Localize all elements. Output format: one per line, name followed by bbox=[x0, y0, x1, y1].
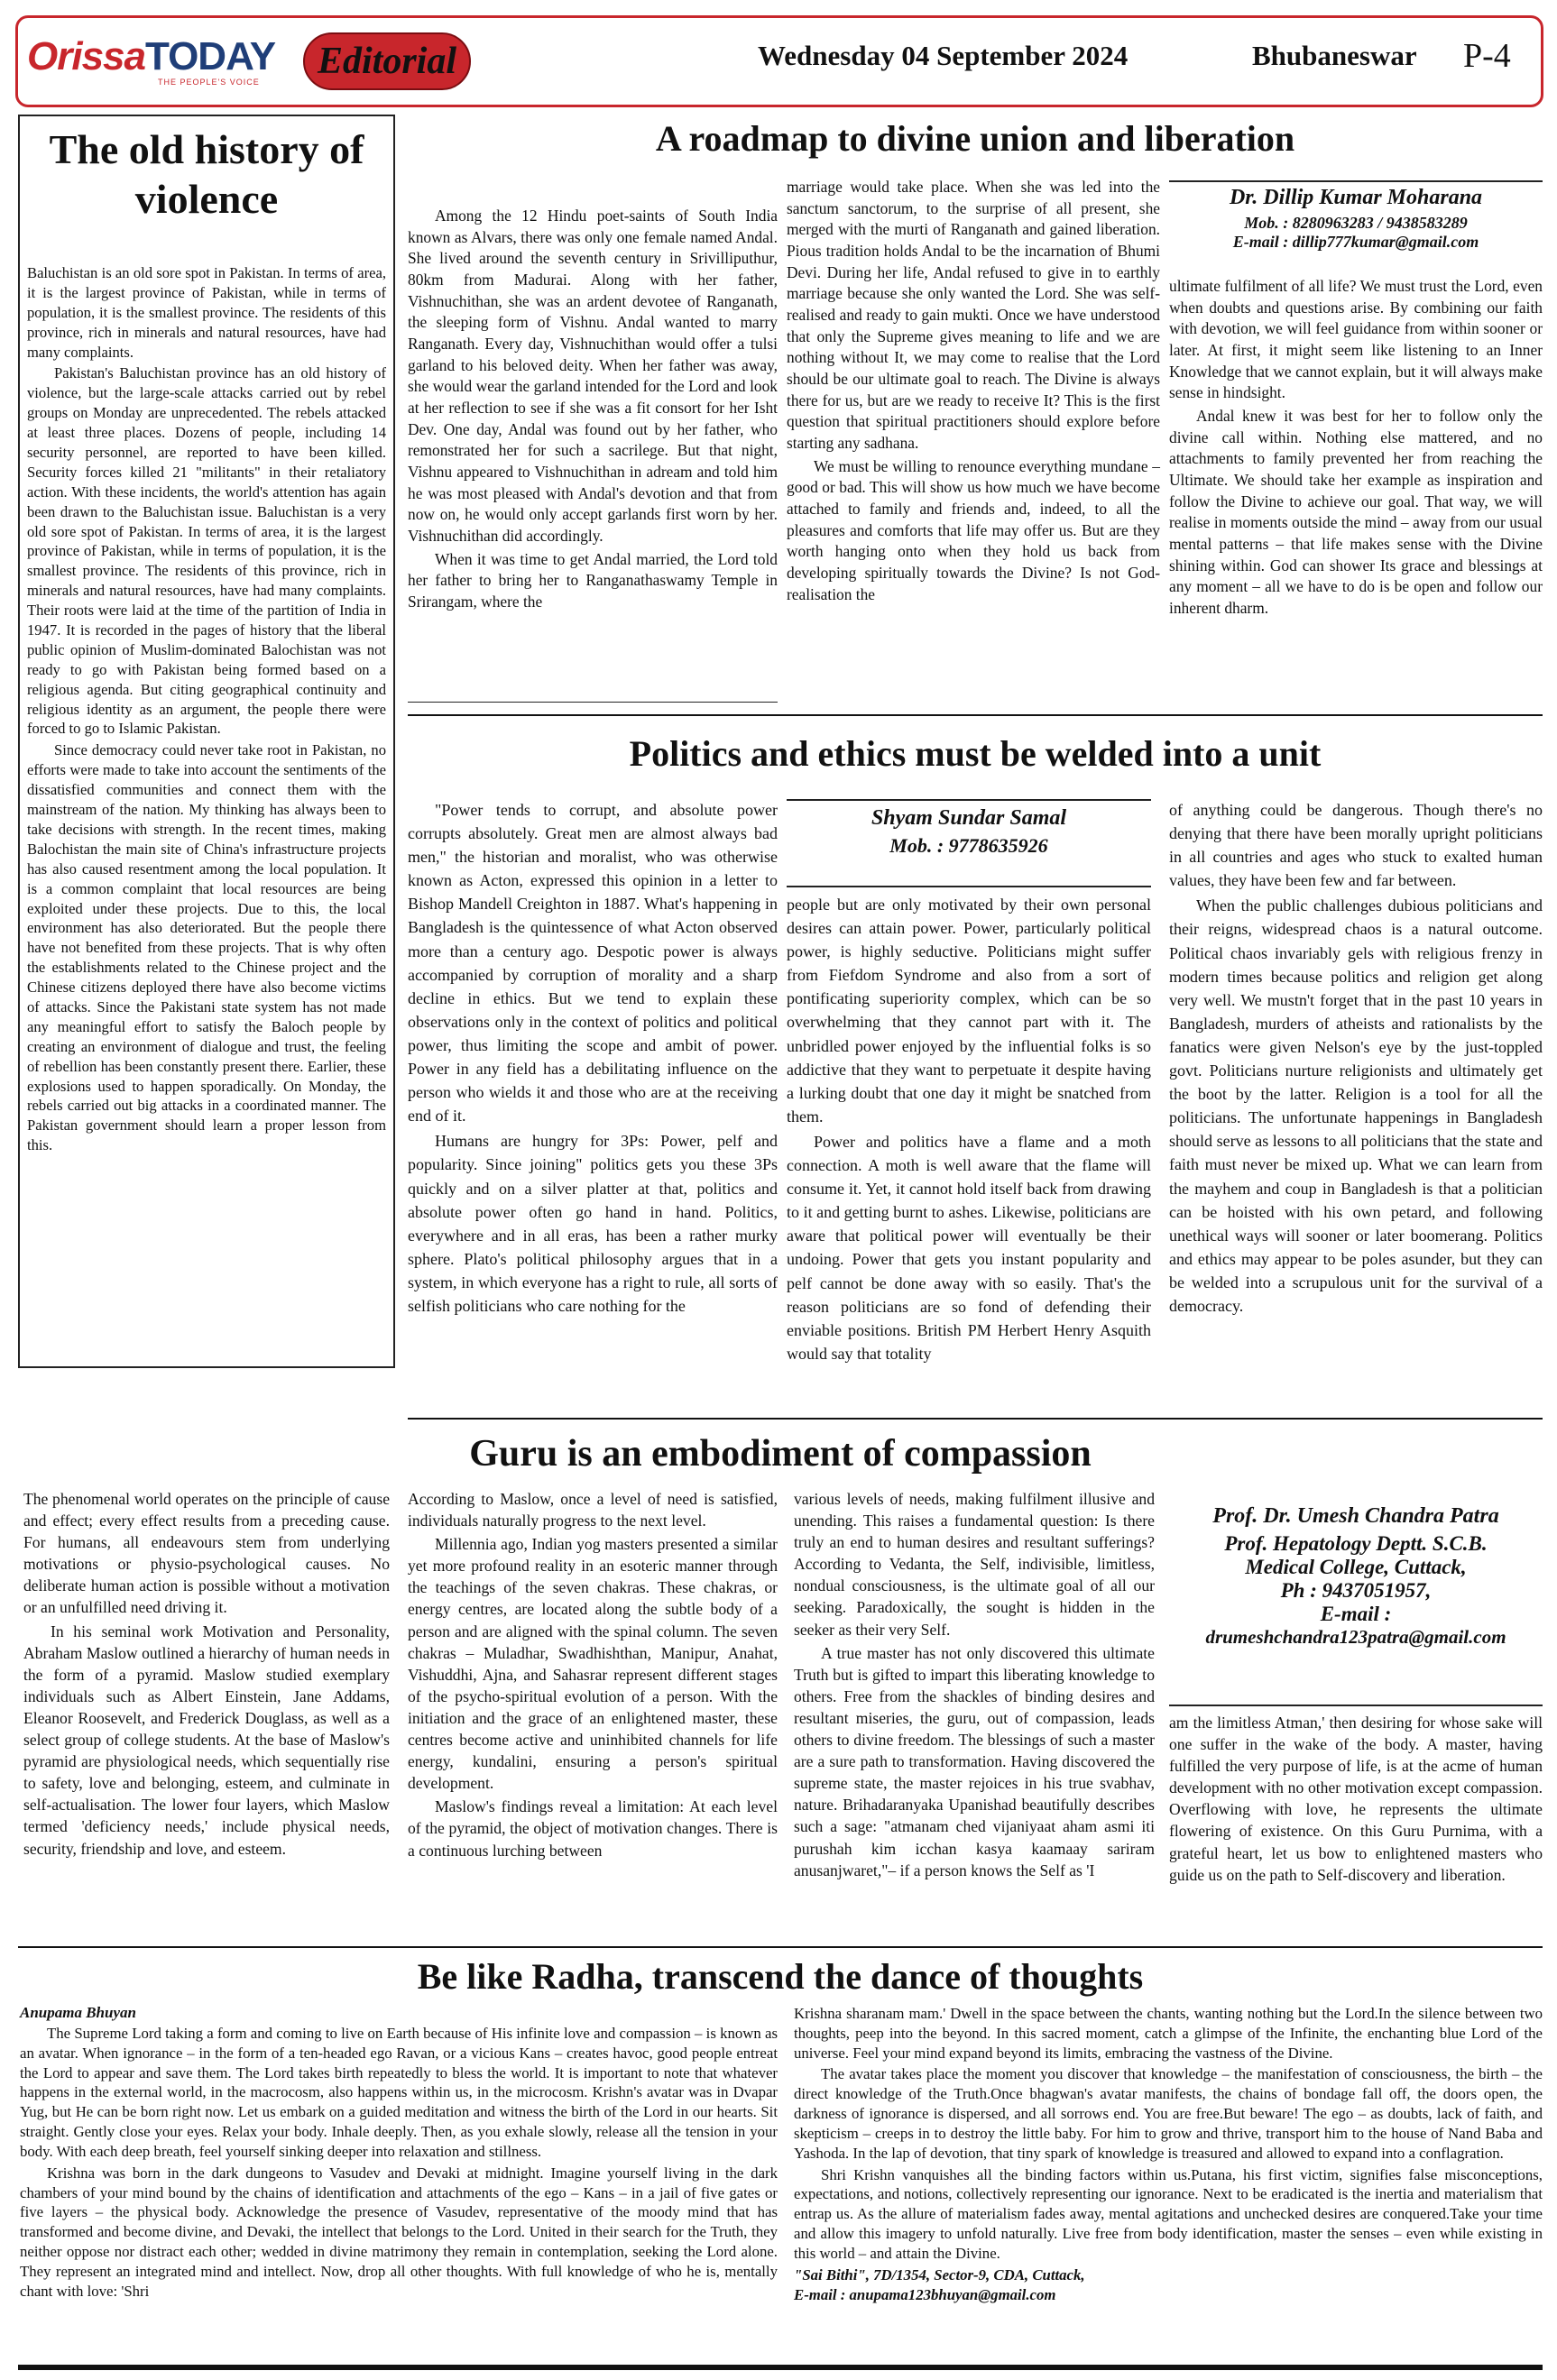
headline-divine-union: A roadmap to divine union and liberation bbox=[655, 118, 1295, 159]
paragraph: marriage would take place. When she was led into the sanctum sanctorum, to the surprise of all present, she merged with the murti of Ranganath and gained liberation. Pious tradition holds Andal to be the incarnation of Bhumi Devi. During her life, Andal refused to give in to earthly marriage because she only wanted the Lord. She was self-realised and ready to gain mukti. Once we have understood that only the Supreme gives meaning to life and we are nothing without It, we may come to realise that the Lord should be our ultimate goal to reach. The Divine is always there for us, but are we ready to receive It? This is the first question that spiritual practitioners should explore before starting any sadhana. bbox=[787, 178, 1160, 453]
paragraph: Andal knew it was best for her to follow only the divine call within. Nothing else mattered, and no attachments to family prevented her from reaching the Ultimate. We should take her example as inspiration and follow the Divine to achieve our goal. That way, we will realise in moments outside the mind – away from our usual mental patterns – that life makes sense with the Divine shining within. God can shower Its grace and blessings at any moment – all we have to do is be open and follow our inherent dharm. bbox=[1169, 407, 1543, 618]
paragraph: The Supreme Lord taking a form and coming to live on Earth because of His infinite love and compassion – is known as an avatar. When ignorance – in the form of a ten-headed ego Ravan, or a vicious Kans – creates havoc, good people entreat the Lord to appear and save them. The Lord takes birth repeatedly to bless the world. It is important to note that whatever happens in the external world, in the macrocosm, also happens within us, in the microcosm. Krishn's avatar was in Dvapar Yug, but He can be born right now. Let us embark on a guided meditation and witness the birth of the Lord in our hearts. Sit straight. Gently close your eyes. Relax your body. Inhale deeply. Then, as you exhale slowly, release all the tension in your body. With each deep breath, feel yourself sinking deeper into relaxation and stillness. bbox=[20, 2025, 778, 2160]
paragraph: Baluchistan is an old sore spot in Pakistan. In terms of area, it is the largest province of Pakistan, while in terms of population, it is the smallest province. The residents of this province, rich in minerals and natural resources, have had many complaints. bbox=[27, 264, 386, 361]
page-number: P-4 bbox=[1463, 37, 1511, 75]
byline-rule bbox=[787, 799, 1151, 801]
paragraph: We must be willing to renounce everything mundane – good or bad. This will show us how much we have become attached to family and friends and, indeed, to all the pleasures and comforts that life may offer us. But are they worth hanging onto when they hold us back from developing spiritually towards the Divine? Is not God-realisation the bbox=[787, 456, 1160, 603]
author-name: Dr. Dillip Kumar Moharana bbox=[1229, 186, 1483, 209]
headline-politics-ethics: Politics and ethics must be welded into a unit bbox=[629, 733, 1322, 774]
column-rule bbox=[408, 702, 778, 703]
article-col-divine-3 bbox=[1169, 276, 1543, 621]
byline-rule bbox=[787, 886, 1151, 887]
article-col-radha-1 bbox=[20, 2024, 778, 2303]
paragraph: various levels of needs, making fulfilment illusive and unending. This raises a fundamental question: Is there truly an end to human desires and resultant sufferings? According to Vedanta, the Self, indivisible, limitless, nondual consciousness, is the ultimate goal of all our seeking. Paradoxically, the sought is hidden in the seeker as their very Self. bbox=[794, 1490, 1155, 1639]
author-email: E-mail : dillip777kumar@gmail.com bbox=[1232, 233, 1479, 251]
author-mobile: Mob. : 9778635926 bbox=[889, 834, 1048, 857]
headline-radha: Be like Radha, transcend the dance of thoughts bbox=[417, 1956, 1144, 1997]
section-divider bbox=[408, 714, 1543, 716]
headline-guru: Guru is an embodiment of compassion bbox=[469, 1433, 1092, 1475]
article-col-guru-4 bbox=[1169, 1712, 1543, 1888]
paragraph: When it was time to get Andal married, the Lord told her father to bring her to Ranganathaswamy Temple in Srirangam, where the bbox=[408, 549, 778, 611]
paragraph: people but are only motivated by their own personal desires can attain power. Power, particularly political power, is highly seductive. Politicians might suffer from Fiefdom Syndrome and also from a sort of pontificating superiority complex, which can be so overwhelming that they cannot part with it. The unbridled power enjoyed by the influential folks is so addictive that they want to perpetuate it despite having a lurking doubt that one day it might be snatched from them. bbox=[787, 896, 1151, 1126]
paragraph: am the limitless Atman,' then desiring for whose sake will one suffer in the wake of the body. A master, having fulfilled the very purpose of life, is at the acme of human development with no other motivation except compassion. Overflowing with love, he represents the ultimate flowering of existence. On this Guru Purnima, with a grateful heart, let us bow to enlightened masters who guide us on the path to Self-discovery and liberation. bbox=[1169, 1714, 1543, 1884]
logo-tagline: THE PEOPLE'S VOICE bbox=[158, 78, 260, 87]
author-department: Prof. Hepatology Deptt. S.C.B. bbox=[1224, 1532, 1488, 1555]
author-email-label: E-mail : bbox=[1320, 1603, 1392, 1625]
author-byline-politics bbox=[787, 806, 1151, 858]
paragraph: Maslow's findings reveal a limitation: At each level of the pyramid, the object of motivation changes. There is a continuous lurching between bbox=[408, 1797, 778, 1860]
paragraph: According to Maslow, once a level of need is satisfied, individuals naturally progress to the next level. bbox=[408, 1490, 778, 1530]
article-col-politics-3 bbox=[1169, 798, 1543, 1319]
author-address: "Sai Bithi", 7D/1354, Sector-9, CDA, Cuttack, bbox=[794, 2265, 1085, 2284]
paragraph: Shri Krishn vanquishes all the binding factors within us.Putana, his first victim, signifies false misconceptions, expectations, and notions, collectively representing our ignorance. Next to be eradicated is the inertia and materialism that entrap us. As the allure of materialism fades away, mental agitations and unchecked desires are conquered.Take your time and allow this imagery to unfold naturally. Live free from body identification, master the senses – even while existing in this world – and attain the Divine. bbox=[794, 2165, 1543, 2262]
author-email: E-mail : anupama123bhuyan@gmail.com bbox=[794, 2285, 1056, 2303]
page-bottom-rule bbox=[18, 2365, 1543, 2370]
paragraph: ultimate fulfilment of all life? We must trust the Lord, even when doubts and questions arise. By combining our faith with devotion, we will feel guidance from within sooner or later. At first, it might seem like listening to an Inner Knowledge that we cannot explain, but it will always make sense in hindsight. bbox=[1169, 277, 1543, 402]
headline-violence: The old history of violence bbox=[49, 126, 364, 223]
article-col-politics-1 bbox=[408, 798, 778, 1319]
paragraph: Power and politics have a flame and a moth connection. A moth is well aware that the flame will consume it. Yet, it cannot hold itself back from drawing to it and getting burnt to ashes. Likewise, politicians are aware that political power will eventually be their undoing. Power that gets you instant popularity and pelf cannot be done away with so easily. That's the reason politicians are so fond of defending their enviable positions. British PM Herbert Henry Asquith would say that totality bbox=[787, 1132, 1151, 1363]
article-col-divine-2 bbox=[787, 177, 1160, 607]
logo-orissa: Orissa bbox=[27, 34, 145, 78]
author-name: Shyam Sundar Samal bbox=[871, 806, 1067, 830]
author-phone: Ph : 9437051957, bbox=[1280, 1579, 1432, 1602]
article-col-radha-2 bbox=[794, 2004, 1543, 2304]
author-name: Prof. Dr. Umesh Chandra Patra bbox=[1212, 1504, 1499, 1528]
paragraph: Krishna sharanam mam.' Dwell in the space between the chants, wanting nothing but the Lord.In the silence between two thoughts, peep into the beyond. In this sacred moment, catch a glimpse of the Infinite, the enchanting blue Lord of the universe. Feel your mind expand beyond its limits, embracing the vastness of the Divine. bbox=[794, 2005, 1543, 2062]
article-col-guru-1 bbox=[23, 1488, 390, 1861]
newspaper-logo bbox=[27, 34, 275, 79]
byline-rule bbox=[1169, 180, 1543, 182]
article-body-violence bbox=[27, 263, 386, 1157]
author-email: drumeshchandra123patra@gmail.com bbox=[1205, 1626, 1506, 1648]
issue-city: Bhubaneswar bbox=[1252, 40, 1417, 71]
issue-date: Wednesday 04 September 2024 bbox=[758, 40, 1129, 71]
paragraph: Humans are hungry for 3Ps: Power, pelf and popularity. Since joining" politics gets you these 3Ps quickly and on a silver platter at that, politics and absolute power often go hand in hand. Politics, everywhere and in all eras, has been a rather murky sphere. Plato's political philosophy argues that in a system, in which everyone has a right to rule, all sorts of selfish politicians who care nothing for the bbox=[408, 1132, 778, 1315]
author-name: Anupama Bhuyan bbox=[20, 2004, 136, 2021]
byline-rule bbox=[1169, 1705, 1543, 1706]
paragraph: Among the 12 Hindu poet-saints of South India known as Alvars, there was only one female named Andal. She lived around the seventh century in Srivilliputhur, 80km from Madurai. Along with her father, Vishnuchithan, she was an ardent devotee of Ranganath, the sleeping form of Vishnu. Andal wanted to marry Ranganath. Every day, Vishnuchithan would offer a tulsi garland to his beloved deity. When her father was away, she would wear the garland intended for the Lord and look at her reflection to see if she was a fit consort for her Isht Dev. One day, Andal was found out by her father, who remonstrated her for such a sacrilege. But that night, Vishnu appeared to Vishnuchithan in adream and told him he was most pleased with Andal's devotion and that from now on, he would only accept garlands first worn by her. Vishnuchithan did accordingly. bbox=[408, 207, 778, 546]
article-col-guru-2 bbox=[408, 1488, 778, 1863]
paragraph: Millennia ago, Indian yog masters presented a similar yet more profound reality in an esoteric manner through the teachings of the seven chakras. These chakras, or energy centres, are located along the subtle body of a person and are aligned with the spinal column. The seven chakras – Muladhar, Swadhishthan, Manipur, Anahat, Vishuddhi, Ajna, and Sahasrar represent different stages of the psycho-spiritual evolution of a person. With the initiation and the grace of an enlightened master, these centres become active and uninhibited channels for life energy, kundalini, ensuring a person's spiritual development. bbox=[408, 1535, 778, 1793]
author-byline-guru bbox=[1169, 1504, 1543, 1649]
author-mobile: Mob. : 8280963283 / 9438583289 bbox=[1244, 214, 1468, 232]
paragraph: Krishna was born in the dark dungeons to Vasudev and Devaki at midnight. Imagine yourself living in the dark chambers of your mind bound by the chains of identification and attachments of the ego – Kans – in a jail of five gates or five layers – the physical body. Acknowledge the presence of Vasudev, representative of the moody mind that has transformed and become divine, and Devaki, the intellect that belongs to the Lord. United in their search for the Truth, they neither oppose nor distract each other; wedded in divine matrimony they remain in contemplation, seeking the Lord alone. They represent an integrated mind and intellect. Now, drop all other thoughts. With full knowledge of who he is, mentally chant with love: 'Shri bbox=[20, 2164, 778, 2300]
author-byline-divine bbox=[1169, 186, 1543, 252]
paragraph: of anything could be dangerous. Though there's no denying that there have been morally upright politicians in all countries and ages who stuck to exalted human values, they have been few and far between. bbox=[1169, 801, 1543, 890]
paragraph: The phenomenal world operates on the principle of cause and effect; every effect results from a preceding cause. For humans, all endeavours stem from underlying motivations or physio-psychological causes. No deliberate human action is possible without a motivation or an unfulfilled need driving it. bbox=[23, 1490, 390, 1617]
paragraph: When the public challenges dubious politicians and their reigns, widespread chaos is a natural outcome. Political chaos invariably gels with religious frenzy in modern times because politics and religion get along very well. We mustn't forget that in the past 10 years in Bangladesh, murders of atheists and rationalists by the fanatics were given Nelson's eye by the just-toppled govt. Politicians nurture religionists and ultimately get the boot by the latter. Religion is a tool for all the politicians. The unfortunate happenings in Bangladesh should serve as lessons to all politicians that the state and faith must never be mixed up. What we can learn from the mayhem and coup in Bangladesh is that a politician can be hoisted with his own petard, and following unethical ways will sooner or later boomerang. Politics and ethics may appear to be poles asunder, but they can be welded into a scrupulous unit for the survival of a democracy. bbox=[1169, 896, 1543, 1315]
paragraph: Pakistan's Baluchistan province has an old history of violence, but the large-scale attacks carried out by rebel groups on Monday are unprecedented. The rebels attacked at least three places. Dozens of people, including 14 security personnel, are reported to have been killed. Security forces killed 21 "militants" in their retaliatory action. With these incidents, the world's attention has again been drawn to the Baluchistan issue. Baluchistan is a very old sore spot of Pakistan. In terms of area, it is the largest province of Pakistan, while in terms of population, it is the smallest province. The residents of this province, rich in minerals and natural resources, have had many complaints. Their roots were laid at the time of the partition of India in 1947. It is recorded in the pages of history that the liberal public opinion of Muslim-dominated Balochistan was not ready to go with Pakistan being formed based on a religious agenda. But citing geographical continuity and religious identity as an argument, the people there were forced to go to Islamic Pakistan. bbox=[27, 364, 386, 738]
section-divider bbox=[408, 1418, 1543, 1420]
paragraph: In his seminal work Motivation and Personality, Abraham Maslow outlined a hierarchy of human needs in the form of a pyramid. Maslow studied exemplary individuals such as Albert Einstein, Jane Addams, Eleanor Roosevelt, and Frederick Douglass, as well as a select group of college students. At the base of Maslow's pyramid are physiological needs, which sequentially rise to safety, love and belonging, esteem, and culminate in self-actualisation. The lower four layers, which Maslow termed 'deficiency needs,' include physical needs, security, friendship and love, and esteem. bbox=[23, 1622, 390, 1858]
article-col-guru-3 bbox=[794, 1488, 1155, 1883]
paragraph: A true master has not only discovered this ultimate Truth but is gifted to impart this liberating knowledge to others. Free from the shackles of binding desires and resultant miseries, the guru, out of compassion, leads others to divine freedom. The blessings of such a master are a sure path to transformation. Having discovered the supreme state, the master rejoices in his true svabhav, nature. Brihadaranyaka Upanishad beautifully describes such a sage: "atmanam ched vijaniyaat aham asmi iti purushah kim icchan kasya kaamaay sariram anusanjwaret,"– if a person knows the Self as 'I bbox=[794, 1643, 1155, 1879]
paragraph: Since democracy could never take root in Pakistan, no efforts were made to take into account the sentiments of the dissatisfied communities and connect them with the mainstream of the nation. My thinking has always been to take decisions with strength. In the recent times, making Balochistan the main site of China's infrastructure projects has also caused resentment among the local population. It is a common complaint that local resources are being exploited under these projects. Due to this, the local environment has also deteriorated. But the people there have not benefited from these projects. That is why often the establishments related to the Chinese project and the Chinese citizens deployed there have also become victims of attacks. Since the Pakistani state system has not made any meaningful effort to satisfy the Baloch people by creating an environment of dialogue and trust, the feeling of rebellion has been constantly present there. Earlier, these explosions used to happen sporadically. On Monday, the rebels carried out big attacks in a coordinated manner. The Pakistan government should learn a proper lesson from this. bbox=[27, 741, 386, 1154]
author-college: Medical College, Cuttack, bbox=[1245, 1556, 1467, 1578]
paragraph: "Power tends to corrupt, and absolute power corrupts absolutely. Great men are almost always bad men," the historian and moralist, who was otherwise known as Acton, expressed this opinion in a letter to Bishop Mandell Creighton in 1887. What's happening in Bangladesh is the quintessence of what Acton observed more than a century ago. Despotic power is always accompanied by corruption of morality and a sharp decline in ethics. But we tend to explain these observations only in the context of politics and political power, thus limiting the scope and ambit of power. Power in any field has a debilitating influence on the person who wields it and those who are at the receiving end of it. bbox=[408, 801, 778, 1126]
section-divider bbox=[18, 1946, 1543, 1948]
logo-today: TODAY bbox=[144, 34, 276, 78]
section-label: Editorial bbox=[303, 32, 471, 90]
article-col-divine-1 bbox=[408, 206, 778, 615]
article-col-politics-2 bbox=[787, 893, 1151, 1367]
paragraph: The avatar takes place the moment you discover that knowledge – the manifestation of consciousness, the birth – the direct knowledge of the Truth.Once bhagwan's avatar manifests, the chains of bondage fall off, the doors open, the darkness of ignorance is dispersed, and all sorrows end. You are free.But beware! The ego – as doubts, lack of faith, and skepticism – creeps in to destroy the little baby. For him to grow and thrive, transport him to the house of Nand Baba and Yashoda. In the lap of devotion, that tiny spark of knowledge is treasured and allowed to expand into a conflagration. bbox=[794, 2065, 1543, 2162]
